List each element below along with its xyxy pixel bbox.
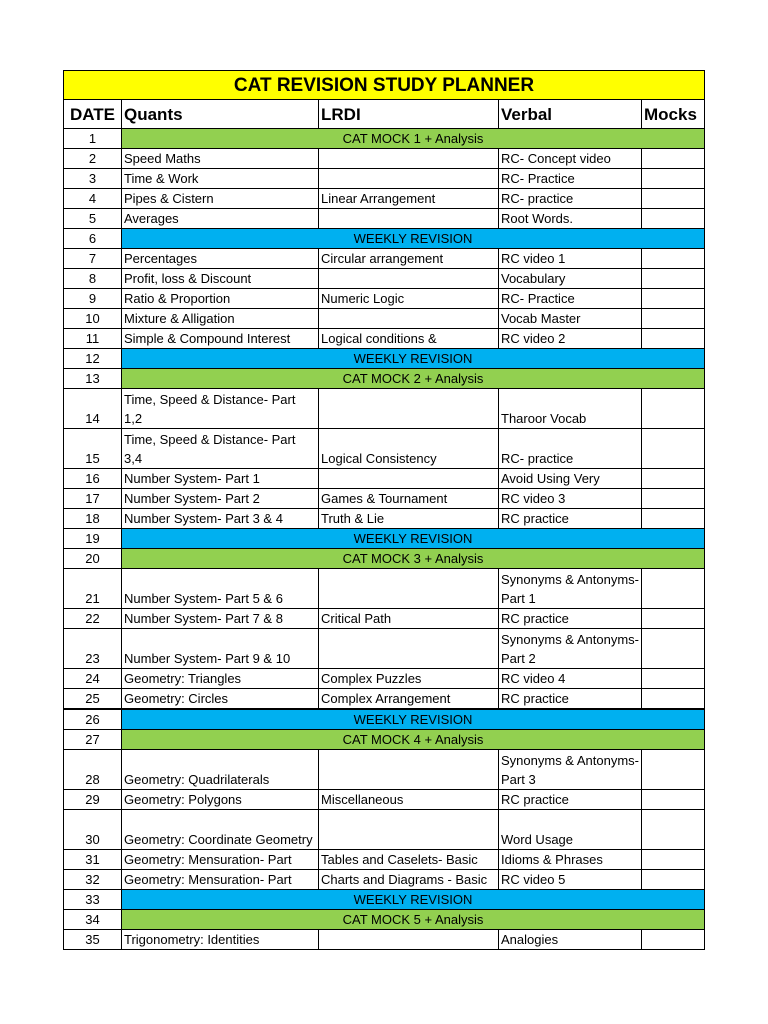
date-cell: 9 [64, 289, 122, 309]
header-mocks: Mocks [642, 100, 705, 129]
mocks-cell [642, 930, 705, 950]
mocks-cell [642, 689, 705, 710]
verbal-cell: RC practice [499, 509, 642, 529]
lrdi-cell: Miscellaneous [319, 790, 499, 810]
mocks-cell [642, 569, 705, 609]
quants-cell: Geometry: Triangles [122, 669, 319, 689]
table-row [64, 890, 705, 910]
lrdi-cell: Critical Path [319, 609, 499, 629]
verbal-cell: RC video 3 [499, 489, 642, 509]
mock-analysis-cell: CAT MOCK 2 + Analysis [122, 369, 705, 389]
lrdi-cell: Complex Arrangement [319, 689, 499, 710]
date-cell: 19 [64, 529, 122, 549]
lrdi-cell [319, 209, 499, 229]
date-cell: 20 [64, 549, 122, 569]
lrdi-cell: Logical conditions & [319, 329, 499, 349]
verbal-cell: RC- Practice [499, 289, 642, 309]
table-row [64, 209, 705, 229]
date-cell: 3 [64, 169, 122, 189]
verbal-cell: RC practice [499, 790, 642, 810]
weekly-revision-cell: WEEKLY REVISION [122, 890, 705, 910]
verbal-cell: RC- practice [499, 189, 642, 209]
quants-cell: Geometry: Quadrilaterals [122, 750, 319, 790]
verbal-cell: RC practice [499, 609, 642, 629]
verbal-cell: RC- practice [499, 429, 642, 469]
quants-cell: Time, Speed & Distance- Part 3,4 [122, 429, 319, 469]
table-row [64, 750, 705, 790]
quants-cell: Number System- Part 9 & 10 [122, 629, 319, 669]
table-row [64, 129, 705, 149]
verbal-cell: Word Usage [499, 810, 642, 850]
date-cell: 27 [64, 730, 122, 750]
table-row [64, 930, 705, 950]
date-cell: 14 [64, 389, 122, 429]
lrdi-cell [319, 169, 499, 189]
verbal-cell: Tharoor Vocab [499, 389, 642, 429]
lrdi-cell: Numeric Logic [319, 289, 499, 309]
date-cell: 21 [64, 569, 122, 609]
quants-cell: Number System- Part 1 [122, 469, 319, 489]
lrdi-cell [319, 629, 499, 669]
mock-analysis-cell: CAT MOCK 4 + Analysis [122, 730, 705, 750]
mocks-cell [642, 669, 705, 689]
mocks-cell [642, 469, 705, 489]
verbal-cell: Synonyms & Antonyms- Part 2 [499, 629, 642, 669]
verbal-cell: Vocab Master [499, 309, 642, 329]
verbal-cell: Analogies [499, 930, 642, 950]
table-row [64, 529, 705, 549]
verbal-cell: RC video 4 [499, 669, 642, 689]
table-row [64, 269, 705, 289]
header-row [64, 100, 705, 129]
mocks-cell [642, 609, 705, 629]
mocks-cell [642, 249, 705, 269]
quants-cell: Profit, loss & Discount [122, 269, 319, 289]
table-row [64, 509, 705, 529]
lrdi-cell [319, 810, 499, 850]
quants-cell: Percentages [122, 249, 319, 269]
quants-cell: Ratio & Proportion [122, 289, 319, 309]
header-lrdi: LRDI [319, 100, 499, 129]
lrdi-cell [319, 930, 499, 950]
table-row [64, 790, 705, 810]
quants-cell: Time & Work [122, 169, 319, 189]
verbal-cell: Vocabulary [499, 269, 642, 289]
quants-cell: Number System- Part 2 [122, 489, 319, 509]
planner-body [64, 129, 705, 950]
weekly-revision-cell: WEEKLY REVISION [122, 709, 705, 730]
mocks-cell [642, 429, 705, 469]
quants-cell: Pipes & Cistern [122, 189, 319, 209]
verbal-cell: RC video 2 [499, 329, 642, 349]
date-cell: 1 [64, 129, 122, 149]
table-row [64, 349, 705, 369]
table-row [64, 669, 705, 689]
weekly-revision-cell: WEEKLY REVISION [122, 529, 705, 549]
table-row [64, 469, 705, 489]
mocks-cell [642, 850, 705, 870]
verbal-cell: Avoid Using Very [499, 469, 642, 489]
weekly-revision-cell: WEEKLY REVISION [122, 349, 705, 369]
study-planner-sheet [63, 70, 704, 950]
table-row [64, 709, 705, 730]
table-row [64, 850, 705, 870]
table-row [64, 229, 705, 249]
quants-cell: Number System- Part 3 & 4 [122, 509, 319, 529]
lrdi-cell [319, 469, 499, 489]
lrdi-cell [319, 389, 499, 429]
table-row [64, 189, 705, 209]
date-cell: 16 [64, 469, 122, 489]
table-row [64, 149, 705, 169]
lrdi-cell: Complex Puzzles [319, 669, 499, 689]
quants-cell: Geometry: Polygons [122, 790, 319, 810]
verbal-cell: RC video 5 [499, 870, 642, 890]
verbal-cell: RC- Concept video [499, 149, 642, 169]
weekly-revision-cell: WEEKLY REVISION [122, 229, 705, 249]
table-row [64, 549, 705, 569]
date-cell: 23 [64, 629, 122, 669]
date-cell: 35 [64, 930, 122, 950]
date-cell: 12 [64, 349, 122, 369]
mocks-cell [642, 149, 705, 169]
lrdi-cell [319, 149, 499, 169]
mock-analysis-cell: CAT MOCK 1 + Analysis [122, 129, 705, 149]
lrdi-cell: Circular arrangement [319, 249, 499, 269]
mocks-cell [642, 810, 705, 850]
mocks-cell [642, 509, 705, 529]
mocks-cell [642, 209, 705, 229]
lrdi-cell: Linear Arrangement [319, 189, 499, 209]
mock-analysis-cell: CAT MOCK 3 + Analysis [122, 549, 705, 569]
lrdi-cell [319, 269, 499, 289]
mocks-cell [642, 329, 705, 349]
table-row [64, 730, 705, 750]
date-cell: 10 [64, 309, 122, 329]
verbal-cell: RC video 1 [499, 249, 642, 269]
quants-cell: Speed Maths [122, 149, 319, 169]
date-cell: 29 [64, 790, 122, 810]
quants-cell: Trigonometry: Identities [122, 930, 319, 950]
mocks-cell [642, 269, 705, 289]
quants-cell: Number System- Part 7 & 8 [122, 609, 319, 629]
lrdi-cell: Games & Tournament [319, 489, 499, 509]
date-cell: 4 [64, 189, 122, 209]
quants-cell: Geometry: Coordinate Geometry [122, 810, 319, 850]
verbal-cell: Synonyms & Antonyms- Part 1 [499, 569, 642, 609]
mocks-cell [642, 169, 705, 189]
mocks-cell [642, 189, 705, 209]
table-row [64, 489, 705, 509]
table-row [64, 689, 705, 710]
date-cell: 15 [64, 429, 122, 469]
date-cell: 18 [64, 509, 122, 529]
table-row [64, 309, 705, 329]
table-row [64, 629, 705, 669]
mock-analysis-cell: CAT MOCK 5 + Analysis [122, 910, 705, 930]
date-cell: 31 [64, 850, 122, 870]
table-row [64, 429, 705, 469]
table-row [64, 609, 705, 629]
lrdi-cell: Charts and Diagrams - Basic [319, 870, 499, 890]
mocks-cell [642, 629, 705, 669]
table-row [64, 249, 705, 269]
date-cell: 32 [64, 870, 122, 890]
table-row [64, 289, 705, 309]
table-row [64, 369, 705, 389]
table-row [64, 169, 705, 189]
header-verbal: Verbal [499, 100, 642, 129]
date-cell: 24 [64, 669, 122, 689]
date-cell: 28 [64, 750, 122, 790]
date-cell: 34 [64, 910, 122, 930]
verbal-cell: Root Words. [499, 209, 642, 229]
date-cell: 2 [64, 149, 122, 169]
date-cell: 6 [64, 229, 122, 249]
date-cell: 22 [64, 609, 122, 629]
date-cell: 11 [64, 329, 122, 349]
date-cell: 33 [64, 890, 122, 910]
header-quants: Quants [122, 100, 319, 129]
mocks-cell [642, 289, 705, 309]
quants-cell: Averages [122, 209, 319, 229]
lrdi-cell: Truth & Lie [319, 509, 499, 529]
date-cell: 13 [64, 369, 122, 389]
verbal-cell: RC practice [499, 689, 642, 710]
mocks-cell [642, 309, 705, 329]
lrdi-cell [319, 750, 499, 790]
table-row [64, 389, 705, 429]
quants-cell: Geometry: Circles [122, 689, 319, 710]
mocks-cell [642, 750, 705, 790]
mocks-cell [642, 790, 705, 810]
header-date: DATE [64, 100, 122, 129]
quants-cell: Simple & Compound Interest [122, 329, 319, 349]
date-cell: 7 [64, 249, 122, 269]
verbal-cell: RC- Practice [499, 169, 642, 189]
quants-cell: Geometry: Mensuration- Part [122, 870, 319, 890]
table-row [64, 870, 705, 890]
mocks-cell [642, 489, 705, 509]
lrdi-cell [319, 309, 499, 329]
verbal-cell: Idioms & Phrases [499, 850, 642, 870]
title-row [64, 71, 705, 100]
mocks-cell [642, 389, 705, 429]
planner-title: CAT REVISION STUDY PLANNER [64, 71, 705, 100]
date-cell: 26 [64, 709, 122, 730]
table-row [64, 329, 705, 349]
quants-cell: Geometry: Mensuration- Part [122, 850, 319, 870]
quants-cell: Mixture & Alligation [122, 309, 319, 329]
date-cell: 25 [64, 689, 122, 710]
date-cell: 5 [64, 209, 122, 229]
date-cell: 17 [64, 489, 122, 509]
lrdi-cell [319, 569, 499, 609]
table-row [64, 569, 705, 609]
date-cell: 8 [64, 269, 122, 289]
mocks-cell [642, 870, 705, 890]
date-cell: 30 [64, 810, 122, 850]
planner-table [63, 70, 705, 950]
verbal-cell: Synonyms & Antonyms- Part 3 [499, 750, 642, 790]
lrdi-cell: Tables and Caselets- Basic [319, 850, 499, 870]
lrdi-cell: Logical Consistency [319, 429, 499, 469]
quants-cell: Number System- Part 5 & 6 [122, 569, 319, 609]
table-row [64, 810, 705, 850]
quants-cell: Time, Speed & Distance- Part 1,2 [122, 389, 319, 429]
table-row [64, 910, 705, 930]
